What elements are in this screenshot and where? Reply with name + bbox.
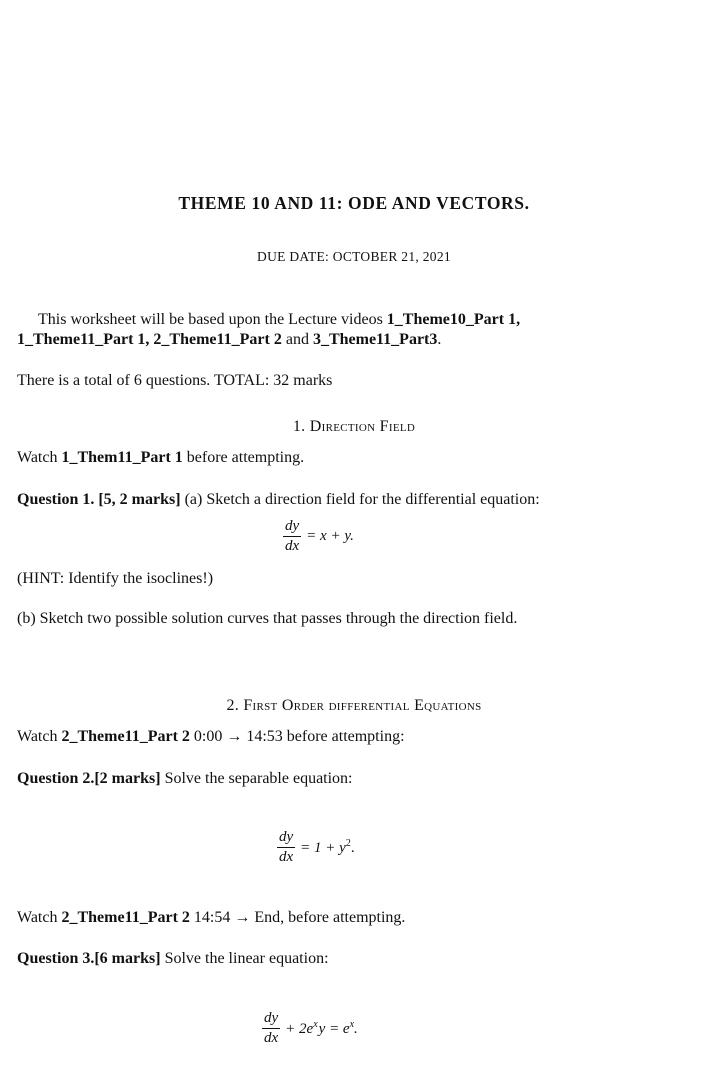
section-2-watch-1: [17, 727, 405, 747]
page-title: THEME 10 AND 11: ODE AND VECTORS.: [178, 193, 530, 213]
question-1-label: Question 1.: [17, 491, 95, 508]
question-2-text: Solve the separable equation:: [160, 770, 353, 787]
watch-text-end: 14:54 → End, before attempting.: [189, 909, 406, 926]
equation-3-exponent-1: x: [313, 1019, 318, 1030]
question-3-text: Solve the linear equation:: [160, 950, 329, 967]
question-3: [17, 949, 329, 969]
total-info: There is a total of 6 questions. TOTAL: 32 marks: [17, 372, 333, 389]
intro-video-refs-2: 1_Theme11_Part 1, 2_Theme11_Part 2: [17, 331, 282, 348]
watch-text-end: before attempting.: [182, 449, 305, 466]
watch-text-end: 0:00 → 14:53 before attempting:: [189, 728, 405, 745]
intro-and: and: [281, 331, 313, 348]
question-1: [17, 490, 540, 510]
question-3-marks: [6 marks]: [94, 950, 161, 967]
equation-3-term-2: y = e: [318, 1021, 350, 1037]
equation-2-rhs: [300, 838, 354, 857]
fraction-denominator: dx: [285, 538, 300, 554]
intro-period: .: [437, 331, 442, 348]
intro-text: This worksheet will be based upon the Lecture videos: [38, 311, 387, 328]
section-1-watch: [17, 448, 304, 468]
hint-text: (HINT: Identify the isoclines!): [17, 570, 214, 587]
question-3-label: Question 3.: [17, 950, 95, 967]
fraction-numerator: dy: [283, 518, 301, 537]
fraction-numerator: dy: [277, 829, 295, 848]
question-2-marks: [2 marks]: [94, 770, 161, 787]
section-2-heading: 2. First Order differential Equations: [226, 697, 482, 714]
equation-2-rhs-base: = 1 + y: [300, 840, 346, 856]
equation-3-term-1: + 2e: [285, 1021, 314, 1037]
equation-3-exponent-2: x: [349, 1019, 355, 1030]
question-2-label: Question 2.: [17, 770, 95, 787]
watch-text: Watch: [17, 909, 62, 926]
fraction-numerator: dy: [262, 1010, 280, 1029]
equation-2-exponent: 2: [345, 838, 351, 849]
equation-3-rhs: [285, 1019, 358, 1038]
section-2-watch-2: [17, 908, 405, 928]
equation-2: [277, 829, 355, 866]
question-1-marks: [5, 2 marks]: [94, 491, 181, 508]
equation-2-fraction: [277, 829, 295, 866]
question-1-part-b: (b) Sketch two possible solution curves that passes through the direction field.: [17, 610, 518, 627]
equation-1-fraction: [283, 518, 301, 555]
due-date: DUE DATE: OCTOBER 21, 2021: [257, 249, 451, 264]
intro-video-ref-1: 1_Theme10_Part 1,: [386, 311, 521, 328]
intro-line-2: [17, 330, 441, 350]
equation-1: [283, 518, 354, 555]
equation-1-rhs: = x + y.: [306, 528, 354, 544]
intro-video-ref-3: 3_Theme11_Part3: [312, 331, 438, 348]
watch-text: Watch: [17, 728, 62, 745]
question-2: [17, 769, 353, 789]
question-1-text: (a) Sketch a direction field for the differential equation:: [180, 491, 540, 508]
watch-video-ref: 2_Theme11_Part 2: [61, 728, 190, 745]
watch-video-ref: 2_Theme11_Part 2: [61, 909, 190, 926]
equation-2-period: .: [350, 840, 355, 856]
equation-3-period: .: [354, 1021, 358, 1037]
equation-3-fraction: [262, 1010, 280, 1047]
fraction-denominator: dx: [264, 1030, 279, 1046]
equation-3: [262, 1010, 358, 1047]
fraction-denominator: dx: [279, 849, 294, 865]
section-1-heading: 1. Direction Field: [292, 418, 416, 435]
intro-line-1: [38, 310, 520, 330]
watch-video-ref: 1_Them11_Part 1: [61, 449, 183, 466]
watch-text: Watch: [17, 449, 62, 466]
